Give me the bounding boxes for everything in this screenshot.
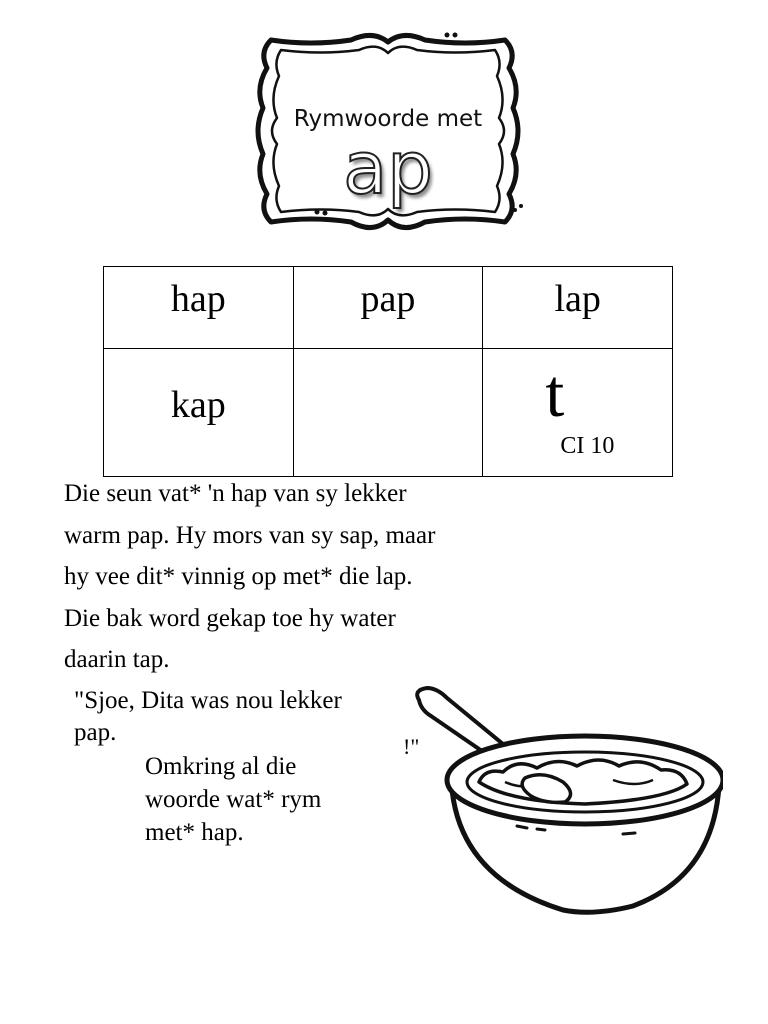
quote-closing: !" bbox=[403, 734, 420, 759]
rhyme-word-table bbox=[103, 266, 673, 477]
table-row bbox=[104, 349, 673, 477]
table-cell bbox=[293, 267, 483, 349]
story-line: warm pap. Hy mors van sy sap, maar bbox=[64, 521, 436, 549]
table-cell bbox=[104, 349, 294, 477]
badge-word-family: ap bbox=[343, 126, 433, 210]
badge-title: Rymwoorde met bbox=[293, 106, 483, 132]
rhyme-word: lap bbox=[554, 278, 601, 320]
table-cell bbox=[483, 349, 673, 477]
porridge-bowl-icon bbox=[413, 686, 723, 916]
story-line: hy vee dit* vinnig op met* die lap. bbox=[64, 563, 413, 591]
table-cell bbox=[104, 267, 294, 349]
story-paragraph bbox=[64, 473, 435, 681]
table-cell-empty bbox=[293, 349, 483, 477]
quote-text: "Sjoe, Dita was nou lekker pap. bbox=[74, 687, 342, 746]
rhyme-word: pap bbox=[360, 278, 416, 320]
instruction-text: Omkring al die woorde wat* rym met* hap. bbox=[145, 753, 322, 846]
letter-t: t bbox=[545, 355, 565, 431]
reference-code: CI 10 bbox=[560, 433, 615, 459]
rhyme-word: kap bbox=[170, 384, 226, 426]
table-cell bbox=[483, 267, 673, 349]
table-row bbox=[104, 267, 673, 349]
title-badge bbox=[251, 28, 525, 234]
story-line: Die seun vat* 'n hap van sy lekker bbox=[64, 480, 407, 507]
story-line: daarin tap. bbox=[64, 646, 170, 674]
rhyme-word: hap bbox=[170, 278, 226, 320]
story-line: Die bak word gekap toe hy water bbox=[64, 604, 396, 632]
porridge-bowl-illustration bbox=[413, 686, 723, 916]
